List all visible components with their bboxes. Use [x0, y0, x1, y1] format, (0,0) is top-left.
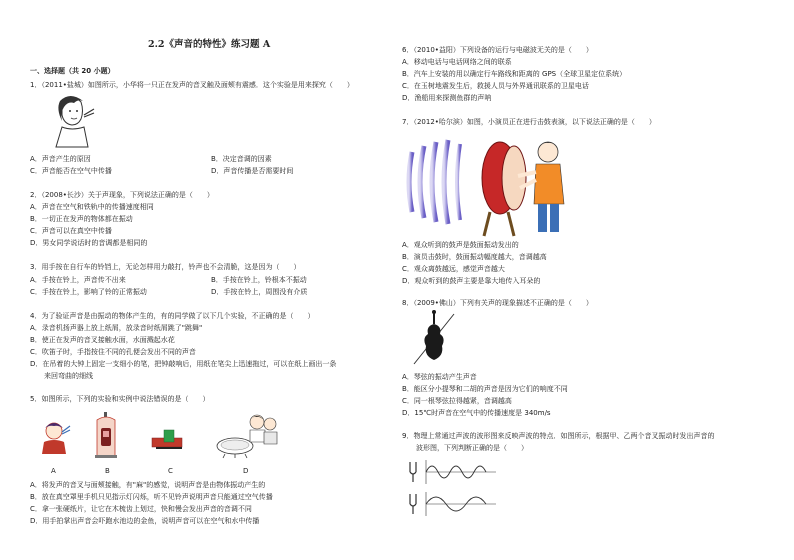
q3-option-b: B．手按在铃上，铃根本不振动 — [211, 276, 307, 284]
q8-option-d: D．15℃时声音在空气中的传播速度是 340m/s — [402, 409, 551, 417]
drum-performer-figure — [408, 132, 568, 236]
q7-option-c: C．观众离鼓越远，感觉声音越大 — [402, 265, 505, 273]
girl-tuning-fork-figure — [48, 95, 96, 147]
q2-option-a: A．声音在空气和铁轨中的传播速度相同 — [30, 203, 154, 211]
q4-option-a: A．录音机扬声器上放上纸屑，放录音时纸屑跳了"跳舞" — [30, 324, 203, 332]
q8-option-c: C．同一根琴弦拉得越紧，音调越高 — [402, 397, 512, 405]
figure-label-a: A — [51, 467, 56, 475]
figure-label-b: B — [105, 467, 110, 475]
q5-option-c: C．拿一张硬纸片，让它在木梳齿上划过，快和慢会发出声音的音调不同 — [30, 505, 252, 513]
question-6-stem: 6．（2010•益阳）下列设备的运行与电磁波无关的是（ ） — [402, 46, 593, 54]
figure-label-c: C — [168, 467, 173, 475]
question-4-stem: 4．为了验证声音是由振动的物体产生的，有的同学做了以下几个实验，不正确的是（ ） — [30, 312, 315, 320]
figure-label-d: D — [243, 467, 249, 475]
q5-option-a: A．将发声的音叉与面颊接触，有"麻"的感觉，说明声音是由物体振动产生的 — [30, 481, 266, 489]
figure-a-tuning-fork-face — [38, 420, 72, 456]
q2-option-d: D．男女同学说话时的音调都是相同的 — [30, 239, 148, 247]
q1-option-c: C．声音能否在空气中传播 — [30, 167, 112, 175]
q7-option-d: D．观众听到的鼓声主要是靠大地传入耳朵的 — [402, 277, 541, 285]
q6-option-b: B．汽车上安装的用以确定行车路线和距离的 GPS（全球卫星定位系统） — [402, 70, 627, 78]
question-9-stem-line1: 9．物理上常通过声波的波形图来反映声波的特点．如图所示，根据甲、乙两个音叉振动时发出声音的 — [402, 432, 715, 440]
q3-option-a: A．手按在铃上，声音传不出来 — [30, 276, 126, 284]
fork-wave-1 — [408, 458, 498, 490]
question-7-stem: 7．（2012•哈尔滨）如图，小演员正在进行击鼓表演，以下说法正确的是（ ） — [402, 118, 656, 126]
q5-option-d: D．用手拍掌出声音会吓跑水池边的金鱼，说明声音可以在空气和水中传播 — [30, 517, 260, 525]
q4-option-d-line1: D．在吊着的大钟上固定一支细小的笔，把钟敲响后，用纸在笔尖上迅速拖过，可以在纸上画出一条 — [30, 360, 337, 368]
q4-option-d-line2: 来回弯曲的细线 — [44, 372, 93, 380]
question-2-stem: 2．（2008•长沙）关于声现象，下列说法正确的是（ ） — [30, 191, 214, 199]
q1-option-a: A．声音产生的原因 — [30, 155, 91, 163]
q5-option-b: B．放在真空罩里手机只见指示灯闪烁，听不见铃声说明声音只能通过空气传播 — [30, 493, 273, 501]
q4-option-c: C．吹笛子时，手指按住不同的孔便会发出不同的声音 — [30, 348, 196, 356]
q1-option-b: B．决定音调的因素 — [211, 155, 272, 163]
figure-b-phone-in-bell-jar — [94, 412, 118, 458]
question-9-stem-line2: 波形图，下列判断正确的是（ ） — [416, 444, 528, 452]
question-5-stem: 5．如图所示，下列的实验和实例中说法错误的是（ ） — [30, 395, 210, 403]
violin-figure — [412, 310, 456, 366]
q6-option-a: A．移动电话与电话网络之间的联系 — [402, 58, 512, 66]
figure-c-card-on-comb — [150, 428, 186, 450]
question-1-stem: 1．（2011•盐城）如图所示，小华将一只正在发声的音叉触及面颊有震感．这个实验是用来探究（ ） — [30, 81, 354, 89]
q6-option-c: C．在玉树地震发生后，救援人员与外界通讯联系的卫星电话 — [402, 82, 589, 90]
q3-option-d: D．手按在铃上，周围没有介质 — [211, 288, 308, 296]
q7-option-a: A．观众听到的鼓声是鼓面振动发出的 — [402, 241, 519, 249]
q8-option-a: A．琴弦的振动产生声音 — [402, 373, 477, 381]
q1-option-d: D．声音传播是否需要时间 — [211, 167, 294, 175]
fork-wave-2 — [408, 490, 498, 522]
q6-option-d: D．渔船用来探测鱼群的声呐 — [402, 94, 492, 102]
section-heading: 一、选择题（共 20 小题） — [30, 67, 115, 75]
question-8-stem: 8．（2009•佛山）下列有关声的现象描述不正确的是（ ） — [402, 299, 593, 307]
q2-option-c: C．声音可以在真空中传播 — [30, 227, 112, 235]
q2-option-b: B．一切正在发声的物体都在振动 — [30, 215, 133, 223]
q4-option-b: B．使正在发声的音叉接触水面，水面溅起水花 — [30, 336, 175, 344]
figure-d-fish-pond-children — [215, 412, 279, 458]
q3-option-c: C．手按在铃上，影响了铃的正常振动 — [30, 288, 147, 296]
question-3-stem: 3．用手按在自行车的铃铛上，无论怎样用力敲打，铃声也不会清脆，这是因为（ ） — [30, 263, 301, 271]
q7-option-b: B．演员击鼓时，鼓面振动幅度越大，音调越高 — [402, 253, 547, 261]
q8-option-b: B．能区分小提琴和二胡的声音是因为它们的响度不同 — [402, 385, 568, 393]
page-title: 2.2《声音的特性》练习题 A — [148, 39, 271, 50]
